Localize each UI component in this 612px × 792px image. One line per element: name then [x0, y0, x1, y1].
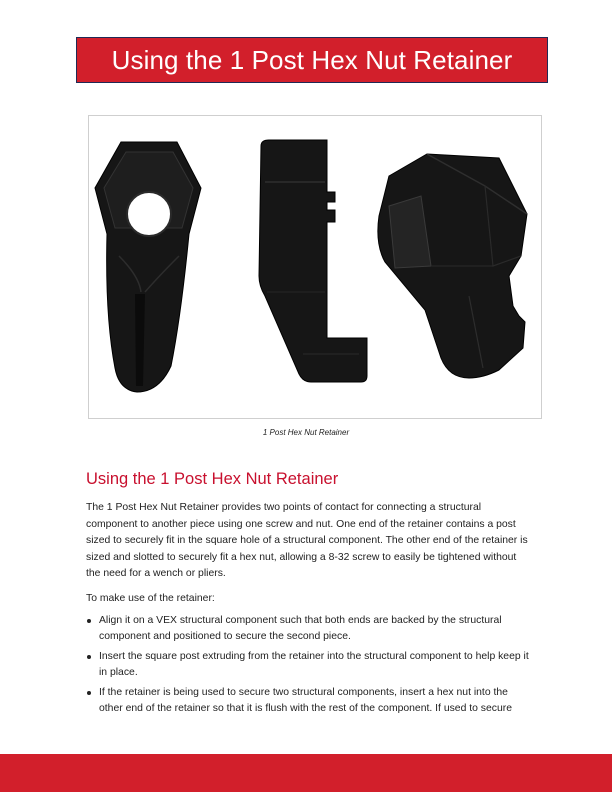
list-item-text: Align it on a VEX structural component such that both ends are backed by the structural component and positioned to secure the second piece. [99, 615, 502, 642]
figure-frame [88, 115, 542, 419]
intro-paragraph: The 1 Post Hex Nut Retainer provides two points of contact for connecting a structural component to another piece using one screw and nut. One end of the retainer contains a post sized to securely fit in the square hole of a structural component. The other end of the retainer is sized and slotted to securely fit a hex nut, allowing a 8-32 screw to easily be tightened without the need for a wench or pliers. [86, 502, 528, 580]
list-item-text: If the retainer is being used to secure two structural components, insert a hex nut into the other end of the retainer so that it is flush with the rest of the component. If used to secure [99, 687, 512, 714]
instructions-lead: To make use of the retainer: [86, 593, 215, 604]
retainer-illustration [89, 116, 543, 420]
list-item-text: Insert the square post extruding from the retainer into the structural component to help keep it in place. [99, 651, 529, 678]
front-view [95, 142, 201, 392]
footer-bar [0, 754, 612, 792]
bullet-icon [87, 691, 91, 695]
section-heading: Using the 1 Post Hex Nut Retainer [86, 470, 339, 488]
page-title: Using the 1 Post Hex Nut Retainer [111, 44, 513, 75]
bullet-icon [87, 619, 91, 623]
side-view [259, 140, 367, 382]
isometric-view [378, 154, 527, 378]
list-item [86, 685, 532, 716]
list-item [86, 649, 532, 680]
instruction-list [86, 613, 532, 721]
list-item [86, 613, 532, 644]
bullet-icon [87, 655, 91, 659]
figure-caption: 1 Post Hex Nut Retainer [262, 428, 350, 437]
title-banner [76, 37, 548, 83]
